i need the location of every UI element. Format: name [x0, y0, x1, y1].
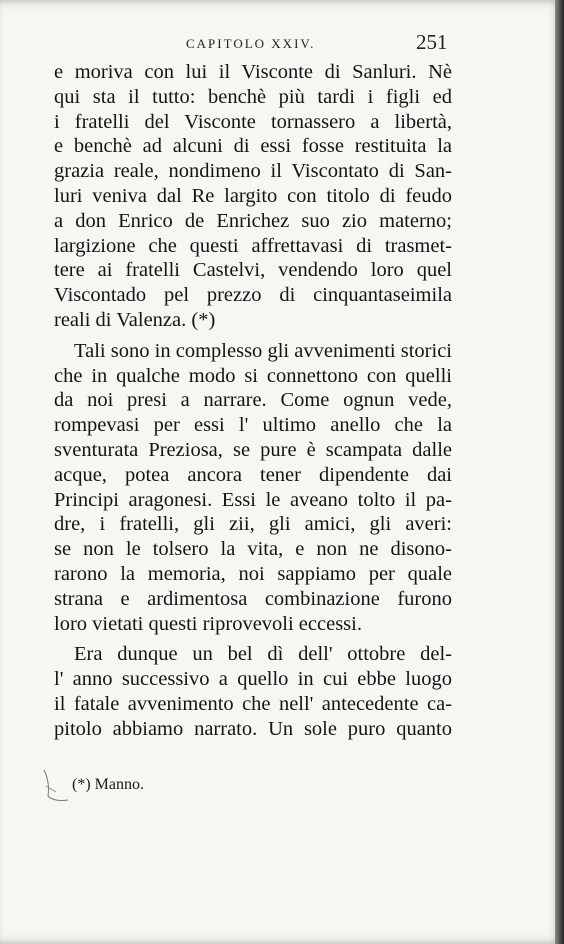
- text-line: che in qualche modo si connettono con quelli: [54, 364, 452, 387]
- text-line: i fratelli del Visconte tornassero a libertà,: [54, 110, 452, 133]
- text-line: se non le tolsero la vita, e non ne disono-: [54, 538, 452, 561]
- text-line: acque, potea ancora tener dipendente dai: [54, 463, 452, 486]
- paragraph: [54, 60, 452, 333]
- text-line: e moriva con lui il Visconte di Sanluri. Nè: [54, 61, 452, 83]
- paragraph: [54, 642, 452, 741]
- text-line: il fatale avvenimento che nell' antecedente ca-: [54, 692, 452, 715]
- text-line: da noi presi a narrare. Come ognun vede,: [54, 389, 452, 412]
- running-title: CAPITOLO XXIV.: [186, 36, 316, 51]
- text-line: a don Enrico de Enrichez suo zio materno;: [54, 209, 452, 232]
- text-line: Viscontado pel prezzo di cinquantaseimila: [54, 284, 452, 307]
- text-line: pitolo abbiamo narrato. Un sole puro quanto: [54, 717, 452, 740]
- text-line: reali di Valenza. (*): [54, 308, 216, 331]
- footnote: (*) Manno.: [72, 776, 144, 793]
- text-line: rompevasi per essi l' ultimo anello che la: [54, 414, 452, 437]
- text-line: grazia reale, nondimeno il Viscontato di San-: [54, 160, 452, 183]
- paragraph: [54, 339, 452, 637]
- text-line: Era dunque un bel dì dell' ottobre del-: [74, 643, 452, 666]
- text-line: qui sta il tutto: benchè più tardi i figli ed: [54, 85, 452, 108]
- text-line: strana e ardimentosa combinazione furono: [54, 587, 452, 610]
- text-line: l' anno successivo a quello in cui ebbe luogo: [54, 668, 452, 691]
- page-edge-shadow: [555, 0, 564, 944]
- text-line: dre, i fratelli, gli zii, gli amici, gli averi:: [54, 513, 452, 536]
- text-line: sventurata Preziosa, se pure è scampata dalle: [54, 438, 452, 461]
- text-line: e benchè ad alcuni di essi fosse restituita la: [54, 135, 452, 158]
- text-line: tere ai fratelli Castelvi, vendendo loro quel: [54, 259, 452, 282]
- text-line: Principi aragonesi. Essi le aveano tolto il pa-: [54, 488, 452, 511]
- text-line: largizione che questi affrettavasi di trasmet-: [54, 234, 452, 257]
- text-line: loro vietati questi riprovevoli eccessi.: [54, 612, 362, 635]
- text-line: rarono la memoria, noi sappiamo per quale: [54, 562, 452, 585]
- main-text: [54, 60, 452, 742]
- page-number: 251: [416, 30, 448, 54]
- text-line: luri veniva dal Re largito con titolo di feudo: [54, 184, 452, 207]
- text-line: Tali sono in complesso gli avvenimenti storici: [74, 339, 452, 362]
